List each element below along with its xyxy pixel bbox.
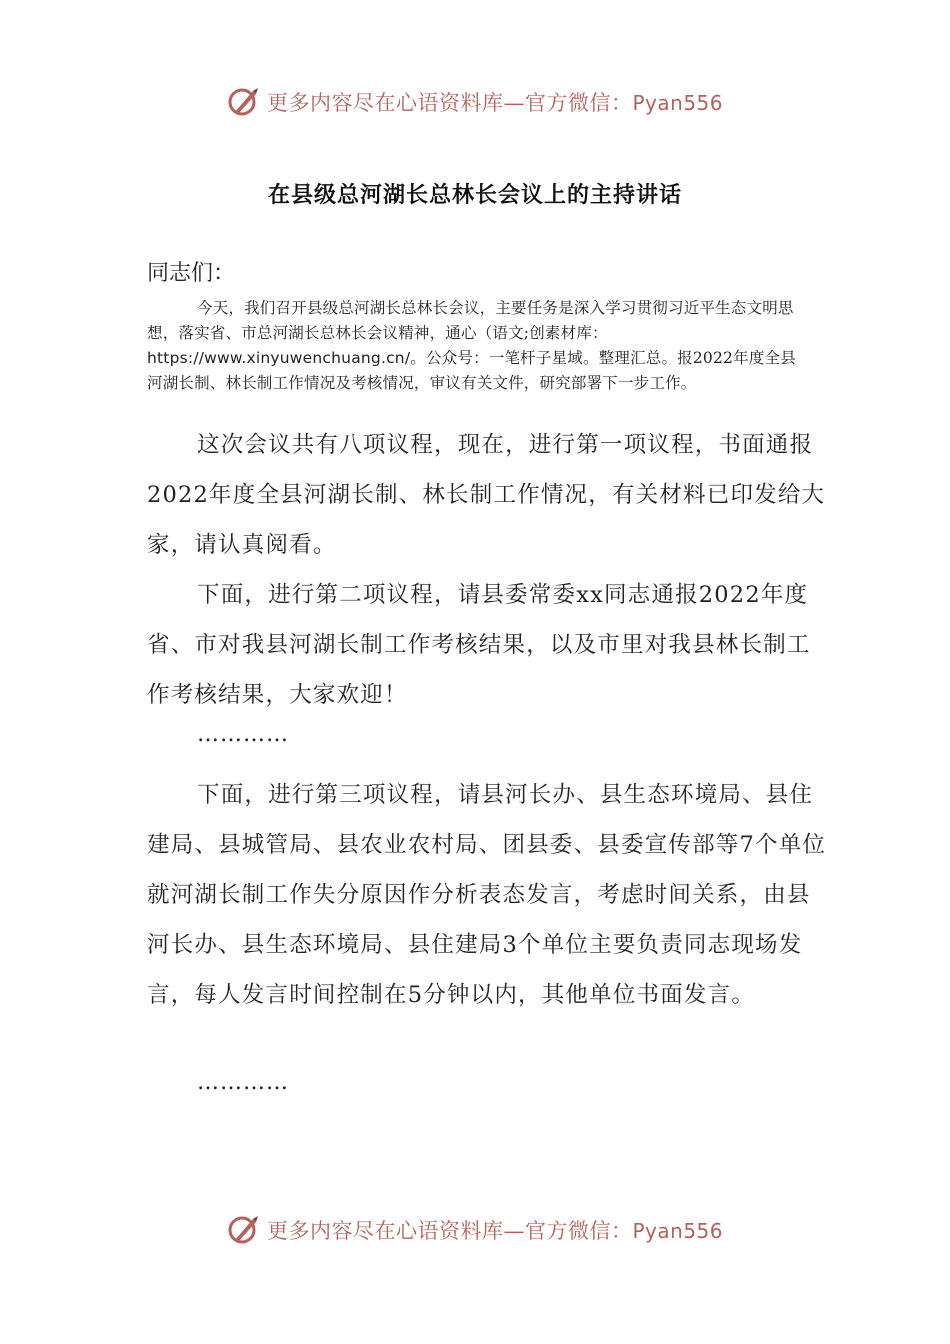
salutation: 同志们：	[147, 261, 236, 286]
paragraph-agenda-one: 这次会议共有八项议程，现在，进行第一项议程，书面通报2022年度全县河湖长制、林长制工作情况，有关材料已印发给大家，请认真阅看。	[147, 432, 826, 558]
footer-banner-separator: —	[503, 1219, 525, 1243]
intro-site-link: https://www.xinyuwenchuang.cn/	[147, 349, 411, 367]
pen-logo-icon	[227, 1213, 261, 1247]
footer-banner-text	[267, 1215, 723, 1245]
footer-banner-contact-id: Pyan556	[632, 1219, 723, 1243]
paragraph-agenda-three: 下面，进行第三项议程，请县河长办、县生态环境局、县住建局、县城管局、县农业农村局、团县委、县委宣传部等7个单位就河湖长制工作失分原因作分析表态发言，考虑时间关系，由县河长办、县生态环境局、县住建局3个单位主要负责同志现场发言，每人发言时间控制在5分钟以内，其他单位书面发言。	[147, 782, 827, 1008]
header-banner-text	[267, 87, 723, 117]
intro-paragraph	[147, 296, 807, 396]
header-banner-separator: —	[503, 91, 525, 115]
ellipsis-one: …………	[197, 722, 289, 747]
intro-text: 今天，我们召开县级总河湖长总林长会议，主要任务是深入学习贯彻习近平生态文明思想，落实省、市总河湖长总林长会议精神，通心（语文;创素材库：	[147, 299, 794, 342]
header-banner	[0, 80, 950, 124]
pen-logo-icon	[227, 85, 261, 119]
document-title: 在县级总河湖长总林长会议上的主持讲话	[267, 183, 682, 208]
footer-banner-contact-label: 官方微信：	[524, 1219, 633, 1243]
intro-tail-text: 。公众号：一笔杆子星域。整理汇总。报2022年度全县河湖长制、林长制工作情况及考核情况，审议有关文件，研究部署下一步工作。	[147, 349, 796, 392]
header-banner-title: 更多内容尽在心语资料库	[266, 91, 504, 115]
paragraph-agenda-two: 下面，进行第二项议程，请县委常委xx同志通报2022年度省、市对我县河湖长制工作考核结果，以及市里对我县林长制工作考核结果，大家欢迎！	[147, 582, 811, 708]
footer-banner	[0, 1208, 950, 1252]
header-banner-contact-id: Pyan556	[632, 91, 723, 115]
ellipsis-two: …………	[197, 1070, 289, 1095]
header-banner-contact-label: 官方微信：	[524, 91, 633, 115]
footer-banner-title: 更多内容尽在心语资料库	[266, 1219, 504, 1243]
